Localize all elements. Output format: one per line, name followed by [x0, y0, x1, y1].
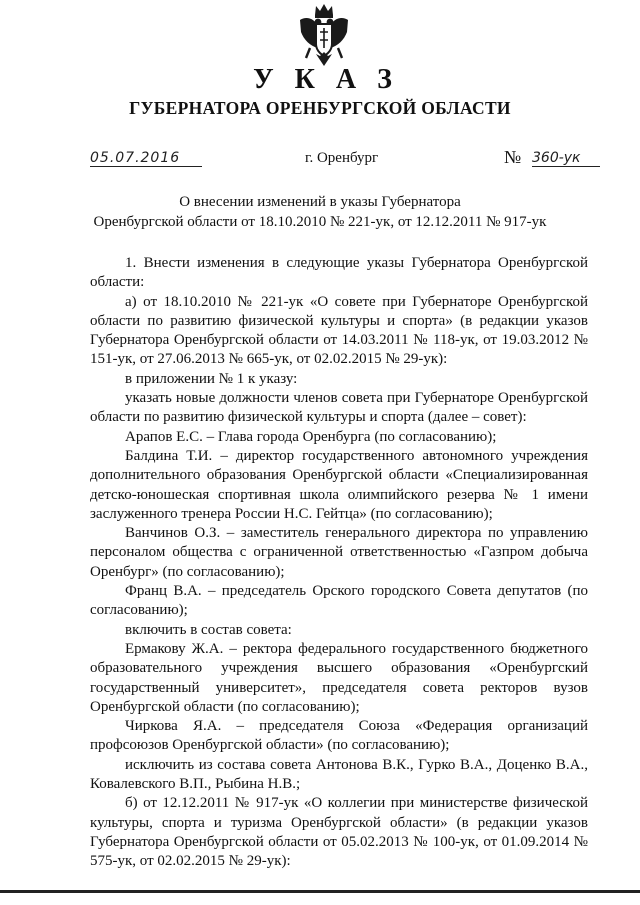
paragraph: б) от 12.12.2011 № 917-ук «О коллегии при министерстве физической культуры, спорта и туризма Оренбургской области» (в редакции указов Губернатора Оренбургской области от 05.02.2013 № 100-ук, от 01.09.2014 № 575-ук, от 02.02.2015 № 29-ук):: [90, 795, 588, 870]
document-type-title: У К А З: [253, 64, 399, 95]
paragraph: Ванчинов О.З. – заместитель генерального директора по управлению персоналом общества с ограниченной ответственностью «Газпром добыча Оренбург» (по согласованию);: [90, 525, 588, 580]
paragraph: в приложении № 1 к указу:: [125, 370, 298, 387]
subject-line: Оренбургской области от 18.10.2010 № 221-ук, от 12.12.2011 № 917-ук: [93, 214, 547, 230]
paragraph: исключить из состава совета Антонова В.К., Гурко В.А., Доценко В.А., Ковалевского В.П., Рыбина Н.В.;: [90, 756, 588, 793]
paragraph: Франц В.А. – председатель Орского городского Совета депутатов (по согласованию);: [90, 583, 588, 619]
decree-city: г. Оренбург: [305, 150, 379, 166]
paragraph: Арапов Е.С. – Глава города Оренбурга (по согласованию);: [125, 428, 497, 445]
paragraph: указать новые должности членов совета при Губернаторе Оренбургской области по развитию физической культуры и спорта (далее – совет):: [90, 390, 588, 426]
decree-date: 05.07.2016: [90, 150, 202, 167]
number-sign: №: [504, 147, 522, 167]
decree-number: 360-ук: [532, 150, 600, 167]
issuer-title: ГУБЕРНАТОРА ОРЕНБУРГСКОЙ ОБЛАСТИ: [129, 98, 511, 118]
paragraph: 1. Внести изменения в следующие указы Губернатора Оренбургской области:: [90, 255, 588, 291]
paragraph: Балдина Т.И. – директор государственного автономного учреждения дополнительного образования Оренбургской области «Специализированная детско-юношеская спортивная школа олимпийского резерва № 1 имени заслуженного тренера России Н.С. Гейтца» (по согласованию);: [90, 447, 588, 522]
paragraph: включить в состав совета:: [125, 621, 292, 638]
decree-body: [90, 254, 588, 872]
subject-line: О внесении изменений в указы Губернатора: [179, 194, 461, 210]
page-bottom-rule: [0, 890, 640, 893]
coat-of-arms-icon: [296, 2, 352, 68]
decree-subject: [60, 192, 580, 232]
paragraph: Чиркова Я.А. – председателя Союза «Федерация организаций профсоюзов Оренбургской области» (по согласованию);: [90, 718, 588, 754]
paragraph: Ермакову Ж.А. – ректора федерального государственного бюджетного образовательного учреждения высшего образования «Оренбургский государственный университет», председателя совета ректоров вузов Оренбургской области (по согласованию);: [90, 640, 588, 715]
paragraph: а) от 18.10.2010 № 221-ук «О совете при Губернаторе Оренбургской области по развитию физической культуры и спорта» (в редакции указов Губернатора Оренбургской области от 14.03.2011 № 118-ук, от 19.03.2012 № 151-ук, от 27.06.2013 № 665-ук, от 02.02.2015 № 29-ук):: [90, 293, 588, 368]
